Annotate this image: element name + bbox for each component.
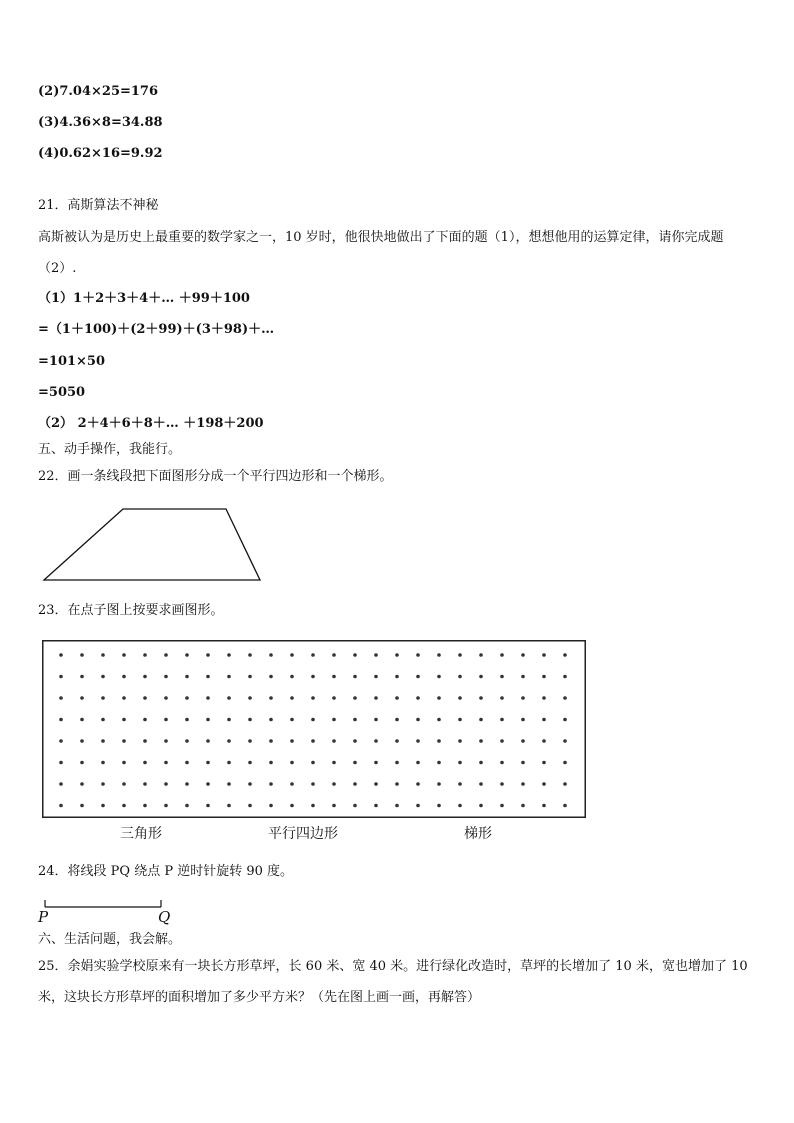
point-p-label: P <box>38 908 49 926</box>
q23-text: 23．在点子图上按要求画图形。 <box>38 603 224 618</box>
q21-step-3: =101×50 <box>38 354 106 369</box>
q24-text: 24．将线段 PQ 绕点 P 逆时针旋转 90 度。 <box>38 864 294 879</box>
trapezoid-label: 梯形 <box>464 826 492 842</box>
point-q-label: Q <box>158 908 171 926</box>
q21-step-4: =5050 <box>38 385 86 400</box>
q21-title: 21．高斯算法不神秘 <box>38 198 159 213</box>
parallelogram-label: 平行四边形 <box>268 826 338 842</box>
answer-line-3: (3)4.36×8=34.88 <box>38 115 163 130</box>
q21-step-5: （2） 2＋4＋6＋8＋… ＋198＋200 <box>38 416 264 431</box>
answer-line-4: (4)0.62×16=9.92 <box>38 146 163 161</box>
answer-line-2: (2)7.04×25=176 <box>38 84 159 99</box>
section-6-heading: 六、生活问题，我会解。 <box>38 932 182 947</box>
q21-step-1: （1）1＋2＋3＋4＋… ＋99＋100 <box>38 291 250 306</box>
section-5-heading: 五、动手操作，我能行。 <box>38 442 182 457</box>
q25-text: 25．余娟实验学校原来有一块长方形草坪，长 60 米、宽 40 米。进行绿化改造时，草坪的长增加了 10 米，宽也增加了 10 米，这块长方形草坪的面积增加了多少平方米？（先在图上画一画，再解答） <box>38 959 748 1005</box>
triangle-label: 三角形 <box>120 826 162 842</box>
q21-step-2: =（1＋100)＋(2＋99)＋(3＋98)＋… <box>38 322 275 337</box>
q22-text: 22．画一条线段把下面图形分成一个平行四边形和一个梯形。 <box>38 469 393 484</box>
q21-intro: 高斯被认为是历史上最重要的数学家之一，10 岁时，他很快地做出了下面的题（1），想想他用的运算定律，请你完成题（2）. <box>38 230 724 276</box>
